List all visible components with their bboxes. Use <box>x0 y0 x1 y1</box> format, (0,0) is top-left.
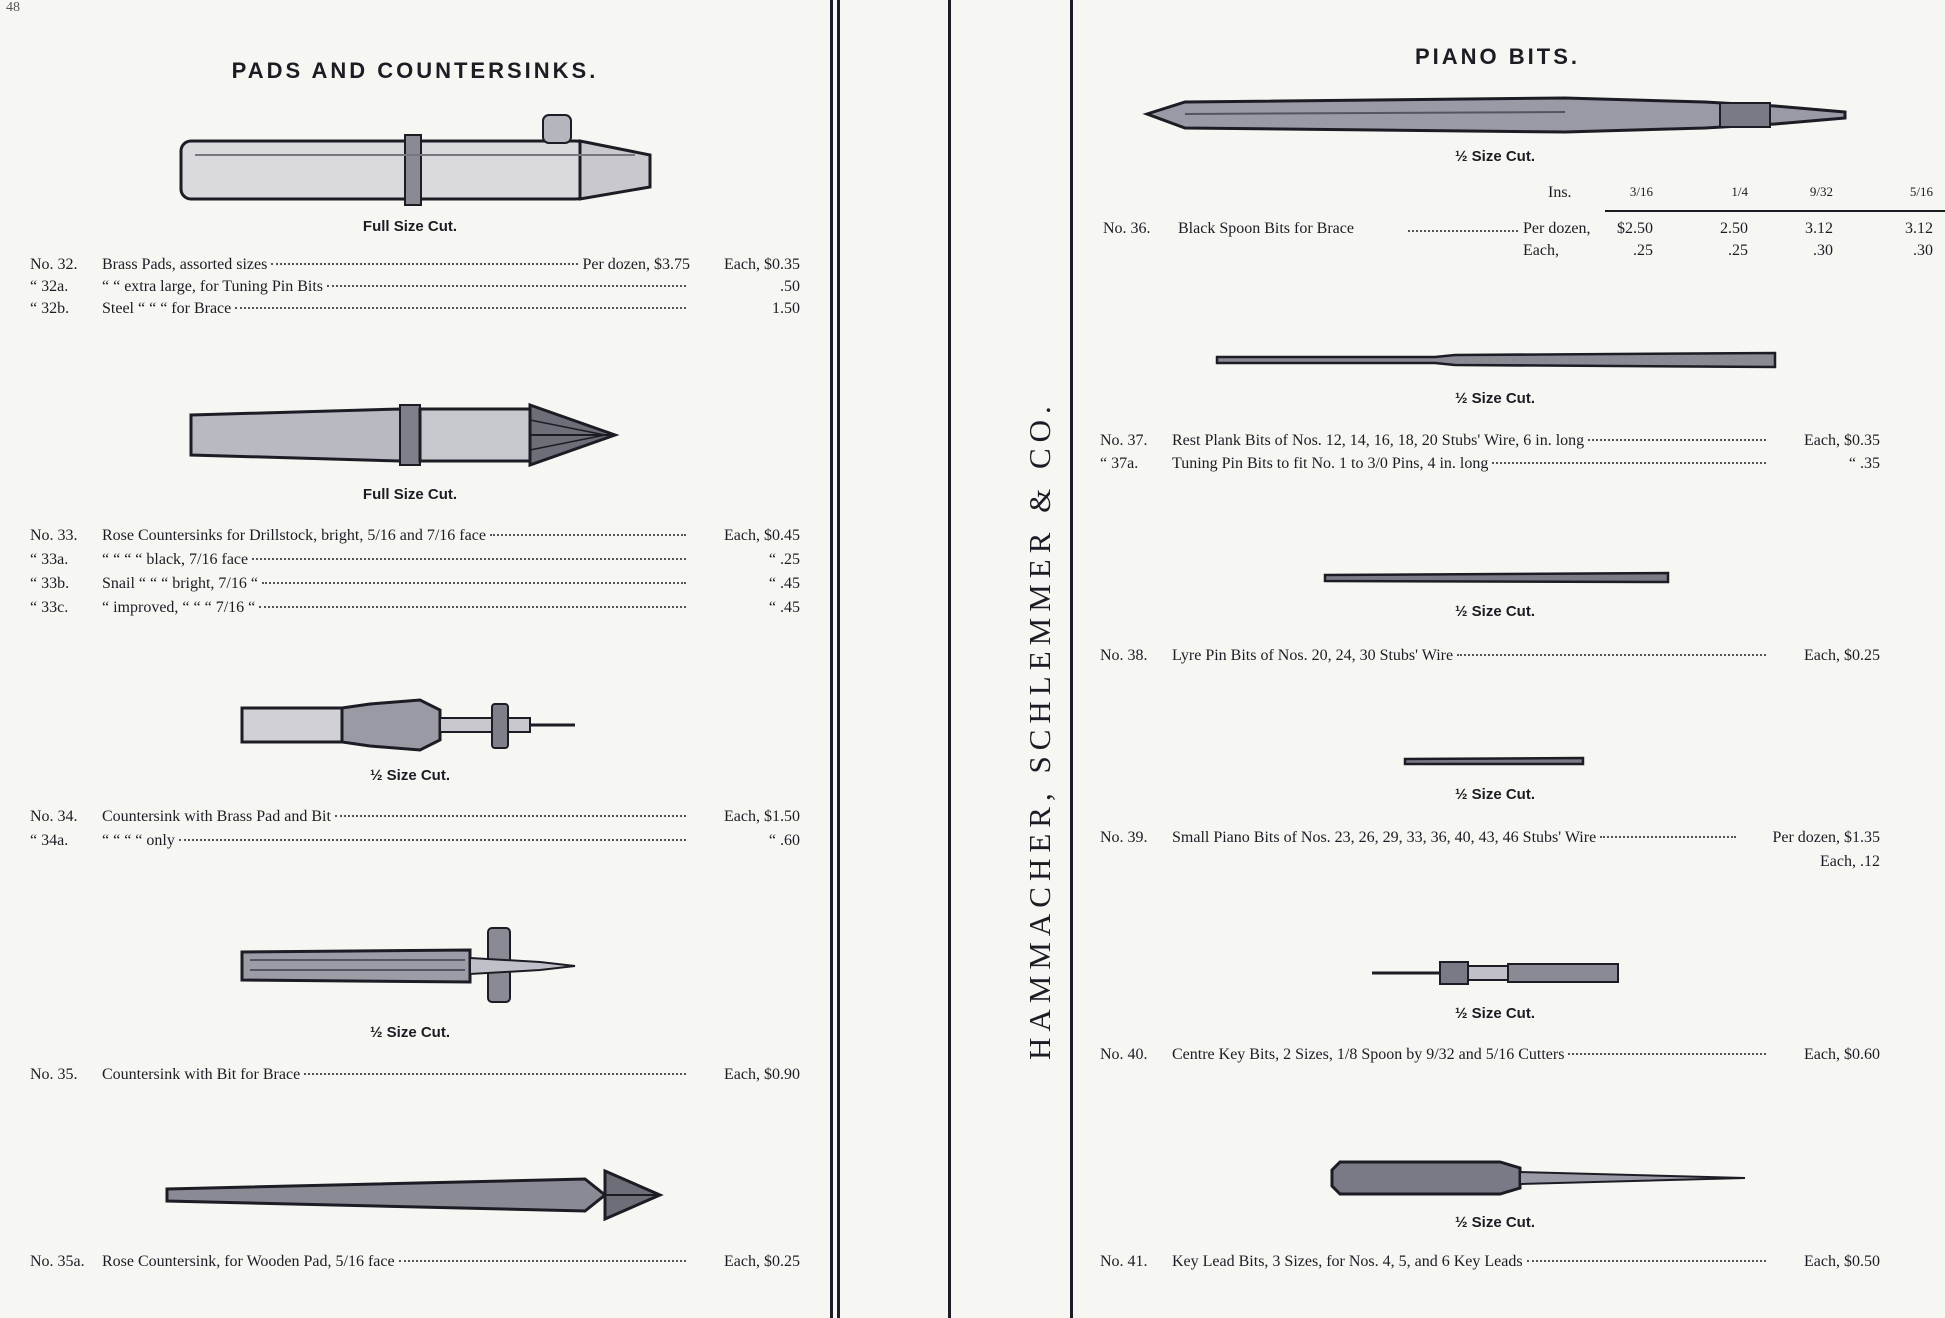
divider-line <box>1070 0 1073 1318</box>
leader-dots <box>327 285 686 287</box>
item-number: No. 33. <box>30 527 78 544</box>
spoon-bits-table <box>1103 182 1933 262</box>
each-price: .25 <box>1633 242 1653 259</box>
size-header: 1/4 <box>1731 184 1748 199</box>
item-number: No. 38. <box>1100 647 1148 664</box>
table-rule <box>1605 210 1945 212</box>
item-row <box>1100 829 1880 847</box>
cut-label: ½ Size Cut. <box>369 1024 451 1041</box>
divider-line <box>837 0 840 1318</box>
item-description: Lyre Pin Bits of Nos. 20, 24, 30 Stubs' Wire <box>1172 647 1454 664</box>
item-description: Countersink with Bit for Brace <box>102 1066 301 1083</box>
divider-line <box>830 0 833 1318</box>
dozen-price: $2.50 <box>1617 220 1653 237</box>
item-row <box>30 278 800 296</box>
item-each-price: “ .45 <box>768 599 800 616</box>
rest-plank-bit-illustration <box>1215 348 1780 372</box>
right-page-title: PIANO BITS. <box>1414 44 1580 69</box>
leader-dots <box>262 582 686 584</box>
item-description: Small Piano Bits of Nos. 23, 26, 29, 33, 36, 40, 43, 46 Stubs' Wire <box>1172 829 1597 846</box>
each-price: .30 <box>1813 242 1833 259</box>
item-each-price: .50 <box>780 278 800 295</box>
leader-dots <box>304 1073 686 1075</box>
leader-dots <box>1568 1053 1766 1055</box>
item-number: “ 33b. <box>30 575 70 592</box>
page-number: 48 <box>6 0 20 15</box>
leader-dots <box>1588 439 1766 441</box>
unit-label: Per dozen, <box>1523 220 1591 237</box>
item-description: Rose Countersink, for Wooden Pad, 5/16 face <box>102 1253 395 1270</box>
item-each-price: “ .25 <box>768 551 800 568</box>
item-each-price: 1.50 <box>772 300 800 317</box>
item-row <box>30 599 800 617</box>
item-each-price: Each, $0.35 <box>724 256 800 273</box>
size-header: 9/32 <box>1809 184 1833 199</box>
leader-dots <box>1408 230 1518 232</box>
item-description: Key Lead Bits, 3 Sizes, for Nos. 4, 5, and 6 Key Leads <box>1172 1253 1523 1270</box>
item-description: “ improved, “ “ “ 7/16 “ <box>102 599 256 616</box>
leader-dots <box>1492 462 1766 464</box>
spoon-bit-illustration <box>1145 92 1855 137</box>
item-number: No. 36. <box>1103 220 1151 237</box>
item-each-price: “ .60 <box>768 832 800 849</box>
item-each-price: Each, $0.60 <box>1804 1046 1880 1063</box>
countersink-brace-illustration <box>240 920 580 1010</box>
item-row <box>30 1066 800 1084</box>
item-each-price: “ .45 <box>768 575 800 592</box>
item-number: No. 37. <box>1100 432 1148 449</box>
item-number: “ 34a. <box>30 832 69 849</box>
item-row <box>1100 455 1880 473</box>
item-row <box>1100 1046 1880 1064</box>
item-number: “ 37a. <box>1100 455 1139 472</box>
each-price: .30 <box>1913 242 1933 259</box>
dozen-price: 2.50 <box>1720 220 1748 237</box>
item-dozen-price: Per dozen, $3.75 <box>582 256 690 273</box>
rose-countersink-illustration <box>185 395 625 475</box>
item-row <box>30 300 800 318</box>
left-page-title: PADS AND COUNTERSINKS. <box>231 58 599 83</box>
cut-label: ½ Size Cut. <box>1454 1214 1536 1231</box>
lyre-pin-bit-illustration <box>1323 570 1673 586</box>
item-description: “ “ “ “ black, 7/16 face <box>102 551 249 568</box>
item-description: Brass Pads, assorted sizes <box>102 256 268 273</box>
item-description: Tuning Pin Bits to fit No. 1 to 3/0 Pins, 4 in. long <box>1172 455 1489 472</box>
item-each-price: Each, .12 <box>1820 853 1880 870</box>
item-description: Rest Plank Bits of Nos. 12, 14, 16, 18, 20 Stubs' Wire, 6 in. long <box>1172 432 1585 449</box>
item-row <box>30 527 800 545</box>
item-row <box>30 808 800 826</box>
left-page <box>0 0 830 1318</box>
item-row <box>30 256 800 274</box>
leader-dots <box>399 1260 686 1262</box>
item-description: “ “ extra large, for Tuning Pin Bits <box>102 278 324 295</box>
item-description: Centre Key Bits, 2 Sizes, 1/8 Spoon by 9/32 and 5/16 Cutters <box>1172 1046 1565 1063</box>
item-description: Countersink with Brass Pad and Bit <box>102 808 331 825</box>
leader-dots <box>259 606 686 608</box>
item-number: No. 35a. <box>30 1253 85 1270</box>
spine-title: HAMMACHER, SCHLEMMER & CO. <box>1022 400 1057 1060</box>
size-header: 5/16 <box>1909 184 1933 199</box>
item-number: No. 35. <box>30 1066 78 1083</box>
cut-label: Full Size Cut. <box>362 218 458 235</box>
key-lead-bit-illustration <box>1330 1158 1750 1198</box>
unit-label: Each, <box>1523 242 1559 259</box>
item-row <box>30 832 800 850</box>
leader-dots <box>179 839 686 841</box>
cut-label: ½ Size Cut. <box>1454 786 1536 803</box>
each-price: .25 <box>1728 242 1748 259</box>
leader-dots <box>1457 654 1766 656</box>
cut-label: ½ Size Cut. <box>1454 1005 1536 1022</box>
item-number: “ 32b. <box>30 300 70 317</box>
item-dozen-price: Per dozen, $1.35 <box>1772 829 1880 846</box>
leader-dots <box>252 558 686 560</box>
brass-pad-illustration <box>175 105 655 205</box>
item-each-price: Each, $0.25 <box>1804 647 1880 664</box>
leader-dots <box>335 815 686 817</box>
item-description: Snail “ “ “ bright, 7/16 “ <box>102 575 258 592</box>
centre-key-bit-illustration <box>1370 958 1620 988</box>
dozen-price: 3.12 <box>1905 220 1933 237</box>
cut-label: ½ Size Cut. <box>1454 390 1536 407</box>
item-description: “ “ “ “ only <box>102 832 175 849</box>
item-number: No. 40. <box>1100 1046 1148 1063</box>
item-number: “ 33a. <box>30 551 69 568</box>
item-row <box>30 575 800 593</box>
item-number: No. 32. <box>30 256 78 273</box>
item-number: “ 33c. <box>30 599 69 616</box>
leader-dots <box>271 263 578 265</box>
leader-dots <box>235 307 686 309</box>
item-description: Rose Countersinks for Drillstock, bright, 5/16 and 7/16 face <box>102 527 486 544</box>
rose-countersink-wooden-pad-illustration <box>165 1165 665 1225</box>
leader-dots <box>490 534 686 536</box>
leader-dots <box>1527 1260 1766 1262</box>
item-row <box>30 1253 800 1271</box>
item-each-price: Each, $0.90 <box>724 1066 800 1083</box>
size-header: 3/16 <box>1629 184 1653 199</box>
countersink-brass-pad-illustration <box>240 690 580 760</box>
item-each-price: Each, $0.35 <box>1804 432 1880 449</box>
divider-line <box>948 0 951 1318</box>
cut-label: Full Size Cut. <box>362 486 458 503</box>
item-row <box>1100 1253 1880 1271</box>
item-each-price: Each, $0.45 <box>724 527 800 544</box>
item-each-price: “ .35 <box>1848 455 1880 472</box>
item-row <box>1100 432 1880 450</box>
item-row <box>30 551 800 569</box>
item-row <box>1100 647 1880 665</box>
item-row <box>1100 853 1880 871</box>
item-each-price: Each, $0.50 <box>1804 1253 1880 1270</box>
item-number: No. 39. <box>1100 829 1148 846</box>
cut-label: ½ Size Cut. <box>1454 148 1536 165</box>
cut-label: ½ Size Cut. <box>1454 603 1536 620</box>
item-number: “ 32a. <box>30 278 69 295</box>
item-each-price: Each, $1.50 <box>724 808 800 825</box>
item-number: No. 34. <box>30 808 78 825</box>
small-piano-bit-illustration <box>1403 754 1588 768</box>
item-description: Steel “ “ “ for Brace <box>102 300 232 317</box>
right-page <box>1075 0 1933 1318</box>
cut-label: ½ Size Cut. <box>369 767 451 784</box>
dozen-price: 3.12 <box>1805 220 1833 237</box>
item-number: No. 41. <box>1100 1253 1148 1270</box>
leader-dots <box>1600 836 1736 838</box>
item-description: Black Spoon Bits for Brace <box>1178 220 1354 237</box>
ins-label: Ins. <box>1548 184 1572 201</box>
item-each-price: Each, $0.25 <box>724 1253 800 1270</box>
